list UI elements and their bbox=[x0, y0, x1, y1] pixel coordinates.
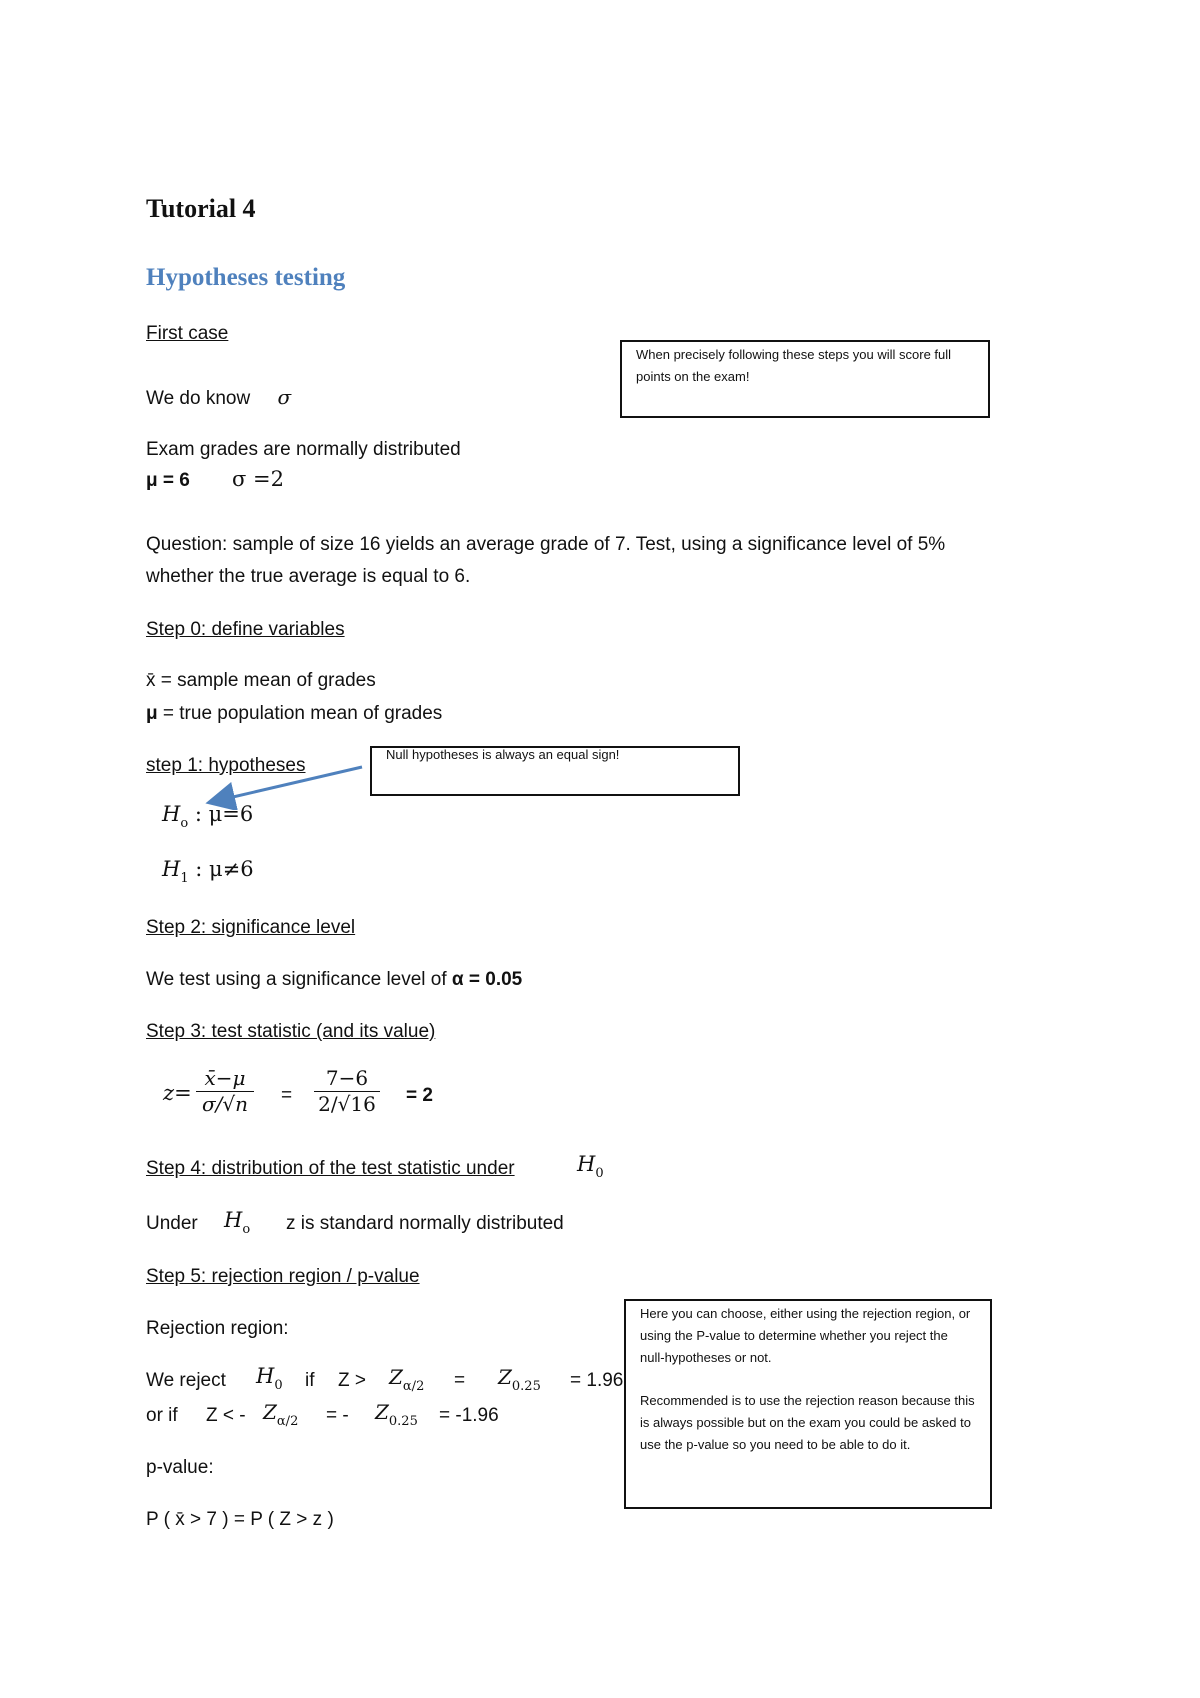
z-value: = 2 bbox=[406, 1085, 433, 1106]
question-line-1: Question: sample of size 16 yields an average grade of 7. Test, using a significance level of 5% bbox=[146, 534, 946, 555]
z-alpha-half-2: $Z_{\alpha/2}$ bbox=[263, 1400, 299, 1429]
equals-minus: = - bbox=[326, 1405, 349, 1426]
z-less-text: Z < - bbox=[206, 1405, 246, 1426]
fraction-1-denominator: σ/√n bbox=[201, 1092, 248, 1116]
normal-distribution-text: Exam grades are normally distributed bbox=[146, 439, 461, 460]
fraction-2-numerator: 7−6 bbox=[314, 1066, 380, 1092]
mu-definition: μ = true population mean of grades bbox=[146, 703, 443, 724]
fraction-1 bbox=[196, 1066, 254, 1116]
z-label: z= bbox=[163, 1081, 192, 1105]
alternative-hypothesis: $H_1$ : μ≠6 bbox=[162, 857, 254, 886]
z-alpha-half: $Z_{\alpha/2}$ bbox=[389, 1365, 425, 1394]
or-if-text: or if bbox=[146, 1405, 178, 1426]
step3-heading: Step 3: test statistic (and its value) bbox=[146, 1021, 436, 1042]
fraction-1-numerator: x̄−μ bbox=[196, 1066, 254, 1092]
z-greater-text: Z > bbox=[338, 1370, 366, 1391]
doc-title: Tutorial 4 bbox=[146, 194, 256, 223]
note-rejection-choice: Here you can choose, either using the rejection region, or using the P-value to determine whether you reject the null-hypotheses or not. Recommended is to use the rejection reason because this is always possible but on the exam you could be asked to use the p-value so you need to be able to do it. bbox=[624, 1299, 992, 1509]
note-null-hypothesis: Null hypotheses is always an equal sign! bbox=[370, 746, 740, 796]
null-hypothesis: $H_o$ : μ=6 bbox=[162, 802, 254, 831]
mu-value: μ = 6 bbox=[146, 470, 190, 491]
step0-heading: Step 0: define variables bbox=[146, 619, 345, 640]
z-025-b: $Z_{0.25}$ bbox=[375, 1400, 418, 1429]
fraction-2-denominator: 2/√16 bbox=[318, 1092, 376, 1116]
p-value-expression: P ( x̄ > 7 ) = P ( Z > z ) bbox=[146, 1509, 334, 1530]
reject-h0: $H_0$ bbox=[256, 1364, 283, 1393]
fraction-2 bbox=[314, 1066, 380, 1116]
section-heading: Hypotheses testing bbox=[146, 264, 346, 291]
under-h0: $H_o$ bbox=[224, 1208, 251, 1237]
significance-text: We test using a significance level of α = 0.05 bbox=[146, 969, 523, 990]
question-line-2: whether the true average is equal to 6. bbox=[146, 566, 471, 587]
step1-heading: step 1: hypotheses bbox=[146, 755, 306, 776]
equals-1: = bbox=[281, 1085, 293, 1106]
critical-value-negative: = -1.96 bbox=[439, 1405, 499, 1426]
we-reject-text: We reject bbox=[146, 1370, 226, 1391]
step4-h0: $H_0$ bbox=[577, 1152, 604, 1181]
note-steps: When precisely following these steps you will score full points on the exam! bbox=[620, 340, 990, 418]
under-text: z is standard normally distributed bbox=[286, 1213, 564, 1234]
step4-heading: Step 4: distribution of the test statistic under bbox=[146, 1158, 515, 1179]
p-value-label: p-value: bbox=[146, 1457, 214, 1478]
step2-heading: Step 2: significance level bbox=[146, 917, 356, 938]
step5-heading: Step 5: rejection region / p-value bbox=[146, 1266, 420, 1287]
sigma-symbol: σ bbox=[277, 385, 292, 409]
z-025: $Z_{0.25}$ bbox=[498, 1365, 541, 1394]
sigma-value: σ =2 bbox=[232, 467, 284, 491]
under-label: Under bbox=[146, 1213, 198, 1234]
rejection-region-label: Rejection region: bbox=[146, 1318, 289, 1339]
xbar-definition: x̄ = sample mean of grades bbox=[146, 670, 376, 691]
critical-value-positive: = 1.96 bbox=[570, 1370, 624, 1391]
if-text: if bbox=[305, 1370, 315, 1391]
equals-3: = bbox=[454, 1370, 466, 1391]
first-case-heading: First case bbox=[146, 323, 229, 344]
we-do-know-text: We do know σ bbox=[146, 385, 292, 409]
arrow-icon bbox=[200, 750, 380, 810]
